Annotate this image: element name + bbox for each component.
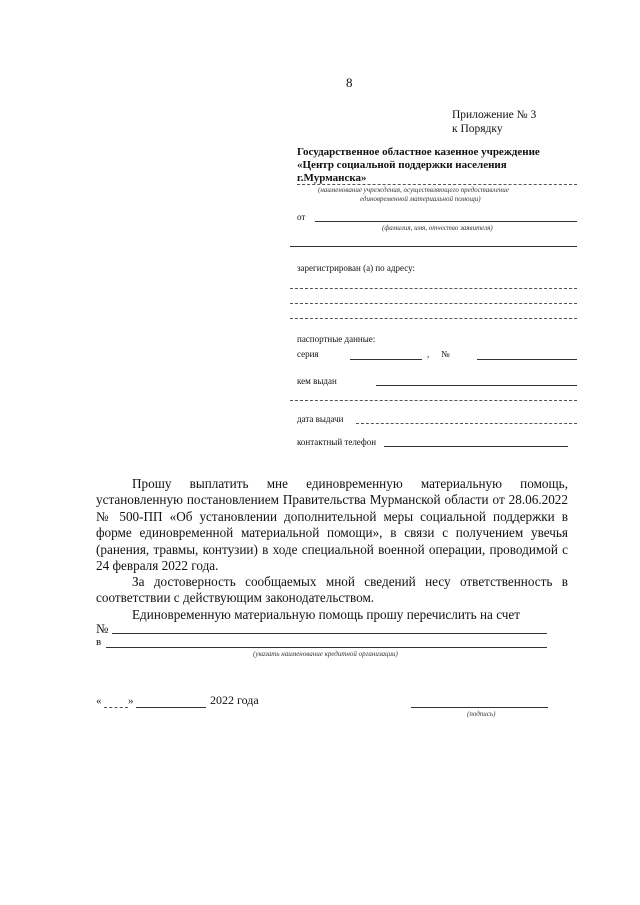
request-paragraph: Прошу выплатить мне единовременную материальную помощь, установленную постановлением Правительства Мурманской области от 28.06.2022 № 500-ПП «Об установлении дополнительной меры социальной поддержки в форме единовременной материальной помощи», в связи с получением увечья (ранения, травмы, контузии) в ходе специальной военной операции, проводимой с 24 февраля 2022 года. xyxy=(96,476,568,574)
recipient-organization xyxy=(297,146,540,185)
bank-label: в xyxy=(96,636,102,648)
account-number-field[interactable] xyxy=(112,633,547,634)
date-close-quote: » xyxy=(128,695,134,707)
recipient-line-1: Государственное областное казенное учреждение xyxy=(297,146,540,158)
account-number-label: № xyxy=(96,621,109,636)
passport-label: паспортные данные: xyxy=(297,334,376,344)
recipient-underline xyxy=(297,184,577,185)
series-comma: , xyxy=(427,349,430,359)
applicant-name-field[interactable] xyxy=(315,221,577,222)
address-field-3[interactable] xyxy=(290,318,577,319)
recipient-line-2: «Центр социальной поддержки населения xyxy=(297,159,507,171)
applicant-name-field-2[interactable] xyxy=(290,246,577,247)
recipient-hint-2: единовременной материальной помощи) xyxy=(360,195,481,203)
date-day-field[interactable] xyxy=(104,707,128,708)
issue-date-field[interactable] xyxy=(356,423,577,424)
issued-by-field-1[interactable] xyxy=(376,385,577,386)
date-month-field[interactable] xyxy=(136,707,206,708)
number-label: № xyxy=(441,349,450,359)
bank-hint: (указать наименование кредитной организации) xyxy=(253,650,398,658)
appendix-header xyxy=(452,108,536,136)
applicant-name-hint: (фамилия, имя, отчество заявителя) xyxy=(382,224,493,232)
address-field-2[interactable] xyxy=(290,303,577,304)
bank-name-field[interactable] xyxy=(106,647,547,648)
page-number: 8 xyxy=(346,75,353,90)
from-label: от xyxy=(297,212,306,222)
series-label: серия xyxy=(297,349,319,359)
issued-by-label: кем выдан xyxy=(297,376,337,386)
date-year-text: 2022 года xyxy=(210,693,259,707)
address-field-1[interactable] xyxy=(290,288,577,289)
phone-label: контактный телефон xyxy=(297,437,377,447)
passport-series-field[interactable] xyxy=(350,359,422,360)
appendix-line-1: Приложение № 3 xyxy=(452,109,537,121)
issue-date-label: дата выдачи xyxy=(297,414,344,424)
signature-field[interactable] xyxy=(411,707,548,708)
appendix-line-2: к Порядку xyxy=(452,123,503,135)
signature-hint: (подпись) xyxy=(467,710,496,718)
issued-by-field-2[interactable] xyxy=(290,400,577,401)
responsibility-paragraph: За достоверность сообщаемых мной сведений несу ответственность в соответствии с действующим законодательством. xyxy=(96,574,568,606)
date-open-quote: « xyxy=(96,695,102,707)
passport-number-field[interactable] xyxy=(477,359,577,360)
recipient-line-3: г.Мурманска» xyxy=(297,172,367,184)
address-label: зарегистрирован (а) по адресу: xyxy=(297,263,415,273)
transfer-paragraph: Единовременную материальную помощь прошу перечислить на счет xyxy=(132,607,521,622)
phone-field[interactable] xyxy=(384,446,568,447)
recipient-hint-1: (наименование учреждения, осуществляющего предоставление xyxy=(318,186,509,194)
